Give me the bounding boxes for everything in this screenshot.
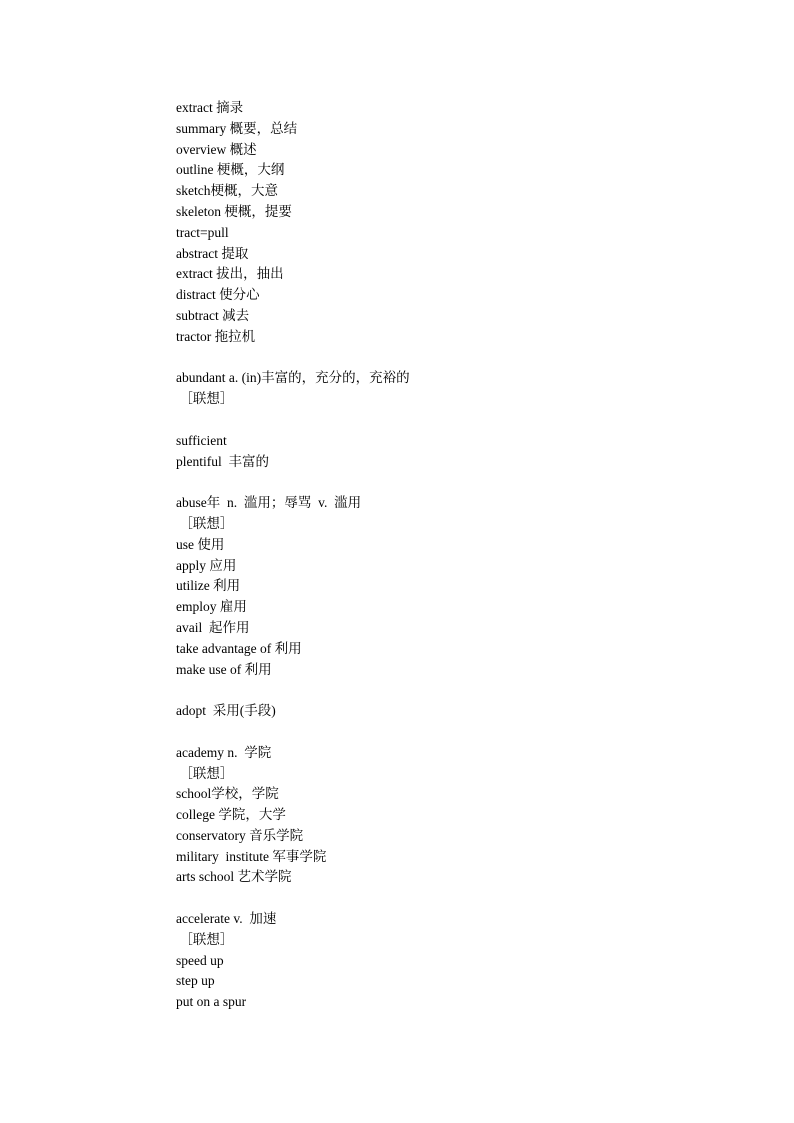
text-line: take advantage of 利用: [176, 640, 302, 656]
text-line: accelerate v. 加速: [176, 911, 277, 927]
text-line: outline 梗概，大纲: [176, 162, 285, 178]
text-line: step up: [176, 973, 215, 989]
text-line: ［联想］: [176, 765, 234, 781]
text-line: use 使用: [176, 536, 225, 552]
text-line: conservatory 音乐学院: [176, 827, 304, 843]
text-line: overview 概述: [176, 141, 257, 157]
text-line: extract 摘录: [176, 100, 244, 115]
blank-line: [176, 348, 736, 369]
text-line: distract 使分心: [176, 287, 260, 303]
blank-line: [176, 472, 736, 493]
text-line: employ 雇用: [176, 599, 247, 615]
text-line: summary 概要，总结: [176, 120, 298, 136]
document-body: [176, 98, 736, 1013]
blank-line: [176, 410, 736, 431]
text-line: extract 拔出，抽出: [176, 266, 284, 282]
blank-line: [176, 680, 736, 701]
text-line: utilize 利用: [176, 578, 241, 594]
text-line: abundant a. (in)丰富的，充分的，充裕的: [176, 370, 410, 386]
text-line: speed up: [176, 952, 224, 968]
text-line: ［联想］: [176, 515, 234, 531]
text-line: school学校，学院: [176, 786, 279, 802]
text-line: sketch梗概，大意: [176, 183, 278, 199]
text-line: make use of 利用: [176, 661, 272, 677]
text-line: ［联想］: [176, 931, 234, 947]
text-line: subtract 减去: [176, 307, 250, 323]
text-line: avail 起作用: [176, 619, 250, 635]
text-line: skeleton 梗概，提要: [176, 203, 292, 219]
text-line: academy n. 学院: [176, 744, 272, 760]
text-line: college 学院，大学: [176, 807, 286, 823]
text-line: military institute 军事学院: [176, 848, 327, 864]
text-line: ［联想］: [176, 391, 234, 407]
text-line: apply 应用: [176, 557, 237, 573]
text-line: adopt 采用(手段): [176, 703, 276, 719]
text-line: put on a spur: [176, 994, 247, 1010]
text-line: tractor 拖拉机: [176, 328, 256, 344]
text-line: plentiful 丰富的: [176, 453, 269, 469]
blank-line: [176, 888, 736, 909]
text-line: tract=pull: [176, 224, 229, 240]
text-line: abuse年 n. 滥用；辱骂 v. 滥用: [176, 495, 362, 511]
text-line: sufficient: [176, 432, 227, 448]
text-line: arts school 艺术学院: [176, 869, 292, 885]
blank-line: [176, 722, 736, 743]
text-line: abstract 提取: [176, 245, 249, 261]
